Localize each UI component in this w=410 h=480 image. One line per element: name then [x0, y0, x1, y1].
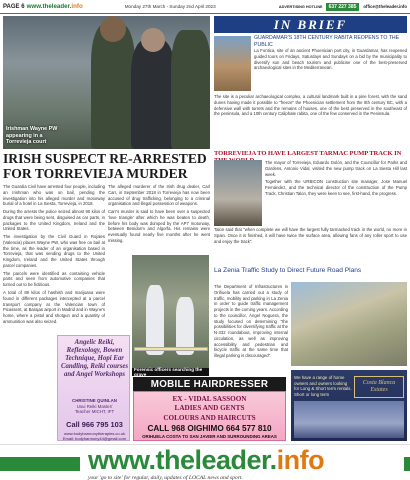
paragraph: The investigation by the Civil Guard in Rojales (Valencia) places Wayne PW, who was free on bail at the time, as the leader of an organisation based in Torrevieja, that was sending drugs to the United Kingdom, Ireland and the United States through parcel companies.	[3, 234, 105, 268]
therapy-ad-title: Angelic Reiki, Reflexology, Bowen Technique, Hopi Ear Candling, Reiki courses and Angel Workshops	[60, 339, 129, 379]
paragraph: Talon said that "when complete we will have the largest fully tarmacked track in the world, no more in Spain. Once it is finished, it will have twice the surface area, allowing fans of any roller sport to use and enjoy the track".	[214, 227, 407, 244]
footer-bar-left	[0, 457, 80, 471]
therapy-ad-name	[60, 398, 129, 415]
hairdresser-ad-heading: MOBILE HAIRDRESSER	[133, 377, 286, 391]
footer-logo-tld: info	[276, 445, 325, 475]
paragraph: Carr's murder is said to have been over a suspected 'love triangle' after which he was beaten to death, before his body was dumped by the AP7 motorway, between Benidorm and Algorfa. His remains were eventually found nearly five months after he went missing.	[108, 209, 210, 243]
site-name-tld: info	[71, 3, 83, 10]
forensic-caption: Forensic officers searching the grave	[132, 368, 209, 376]
crime-tape	[134, 347, 208, 351]
brief-item1-text	[254, 48, 407, 94]
officer-figure	[91, 24, 135, 149]
in-brief-title: IN BRIEF	[273, 16, 348, 32]
paragraph: Together with the URBICON construction site manager, Jose Manuel Fernández, and the technical director of the construction of the Pump Track, Christian Talon, they were keen to see, first-hand, the progress.	[265, 179, 407, 196]
paragraph: The mayor of Torrevieja, Eduardo Dolón, and the Councillor for Parks and Gardens, Antonio Vidal, visited the new pump track on La Siesta Hill last week.	[265, 160, 407, 177]
hair-ad-area: ORIHUELA COSTA TO SAN JAVIER AND SURROUNDING AREAS	[142, 434, 277, 439]
hair-ad-line1: EX - VIDAL SASSOON	[172, 395, 247, 403]
paragraph: A total of 89 kilos of hashish and marijuana were found in different packages intercepted at a parcel transport company at the Valencian town of Picassent, at Barajas airport in Madrid and in Wayne's home, where a pistol and shotgun and a quantity of ammunition was also seized.	[3, 290, 105, 324]
hair-ad-phone: CALL 968 OIGHIMO 664 577 810	[147, 424, 272, 433]
la-zenia-heading: La Zenia Traffic Study to Direct Future Road Plans	[214, 267, 362, 274]
la-zenia-text	[214, 284, 288, 374]
la-zenia-photo	[291, 282, 407, 366]
page-number: PAGE 6	[3, 3, 25, 10]
lead-column-1	[3, 184, 105, 334]
lead-column-2	[108, 184, 210, 252]
therapy-ad-phone: Call 966 795 103	[66, 420, 123, 429]
page-header	[0, 0, 410, 14]
rabita-photo	[214, 36, 251, 91]
footer-logo[interactable]	[88, 445, 324, 476]
officer-head	[100, 16, 126, 42]
paragraph: The Guardia Civil have arrested four people, including an Irishman who was on bail, pending the investigation into his alleged murder and motorway burial of a hotel in La Siesta, Torrevieja, in 2018.	[3, 184, 105, 207]
therapy-ad-email[interactable]: Email: bodyharmony44@gmail.com	[62, 436, 127, 441]
estate-ad-photo	[294, 401, 404, 438]
therapist-name: CHRISTINE QUINLAN	[72, 398, 117, 403]
lead-headline: IRISH SUSPECT RE-ARRESTED FOR TORREVIEJA MURDER	[3, 151, 207, 181]
brief-item2-text-2	[214, 227, 407, 263]
officer-figure-2	[171, 30, 210, 149]
header-email[interactable]: office@theleader.info	[363, 4, 407, 9]
footer-tagline: your 'go to site' for regular, daily, updates of LOCAL news and sport.	[88, 475, 243, 480]
hair-ad-line2: LADIES AND GENTS	[174, 404, 245, 412]
suspect-head	[141, 28, 165, 52]
issue-date: Monday 27th March - Sunday 2nd April 2023	[124, 4, 216, 9]
estate-ad-text: We have a range of home owners and owners looking for Long & Short term rentals. Short or long term	[294, 375, 352, 397]
therapist-role-2: Teacher MICHT, IFT	[74, 409, 115, 415]
brief-item2-text	[265, 160, 407, 226]
forensic-photo	[132, 255, 209, 370]
lead-photo	[3, 16, 210, 149]
site-name-main: www.theleader.	[26, 3, 72, 10]
suspect-figure	[131, 40, 175, 149]
footer-logo-main: www.theleader.	[88, 445, 277, 475]
therapy-advert[interactable]	[57, 335, 130, 441]
estate-ad-logo: Costa Blanca Estates	[354, 376, 404, 398]
paragraph: The Department of Infrastructures in Orihuela has carried out a study of traffic, mobility and parking in La Zenia in order to guide traffic management projects in the coming years. According to the councillor, Ángel Noguera, the study focused on determining "the possibilities for diversifying traffic at the N-332 roundabout, improving internal circulation, as well as improving accessibility and pedestrian and bicycle traffic at the same time that illegal parking is discouraged".	[214, 284, 288, 359]
paragraph: La Fontica, site of an ancient Phoenician port city, in Guardamar, has reopened guided tours on Fridays, Saturdays and Sundays on a bid by the municipality to diversify sun and beach tourism and publicise one of the best-preserved archaeological sites in the Mediterranean.	[254, 48, 407, 71]
pump-track-photo	[214, 160, 262, 226]
hotline-phone: 637 227 385	[326, 3, 360, 11]
paragraph: The alleged murderer of the Irish drug dealer, Carl Carr, in September 2018 in Torrevieja has now been accused of drug trafficking, belonging to a criminal organisation and illegal possession of weapons.	[108, 184, 210, 207]
footer-banner[interactable]	[0, 444, 410, 480]
footer-bar-right	[404, 457, 410, 471]
brief-item2-head: TORREVIEJA TO HAVE LARGEST TARMAC PUMP TRACK IN	[214, 150, 402, 157]
hotline-label: ADVERTISING HOTLINE	[278, 4, 323, 9]
brief-item1-head: GUARDAMAR'S 18TH CENTURY RABITA REOPENS TO THE PUBLIC	[254, 35, 400, 48]
therapist-role: Usui Reiki Master/	[76, 403, 113, 409]
paragraph: During the arrests the police seized almost 90 kilos of drugs that were being sent, disguised as car parts, in packages to the United Kingdom, Ireland and the United States.	[3, 209, 105, 232]
hair-ad-line3: COLOURS AND HAIRCUTS	[163, 414, 256, 422]
hairdresser-advert[interactable]	[133, 391, 286, 441]
in-brief-heading	[214, 16, 407, 33]
forensic-officer	[146, 285, 164, 355]
site-name[interactable]	[27, 3, 83, 10]
brief-item1-text-2	[214, 94, 407, 149]
therapy-ad-web[interactable]: www.bodyharmonytherapies.co.uk	[64, 431, 125, 436]
paragraph: The site is a peculiar archaeological complex, a cultural landmark built in a pine forest, with the sand dunes having made it possible to "freeze" the Phoenician settlement from the 8th century BC, with a defensive wall with turrets and the remains of houses, one of the best preserved in the southeast of the peninsula, and a 10th century Caliphate rabita, one of the few conserved in the Peninsula.	[214, 94, 407, 117]
photo-caption: Irishman Wayne PW appearing in a Torrevieja court	[6, 126, 58, 145]
estate-advert[interactable]	[291, 370, 407, 441]
paragraph: The parcels were identified as containing vehicle parts and seen from automotive companies that turned out to be fictitious.	[3, 270, 105, 288]
